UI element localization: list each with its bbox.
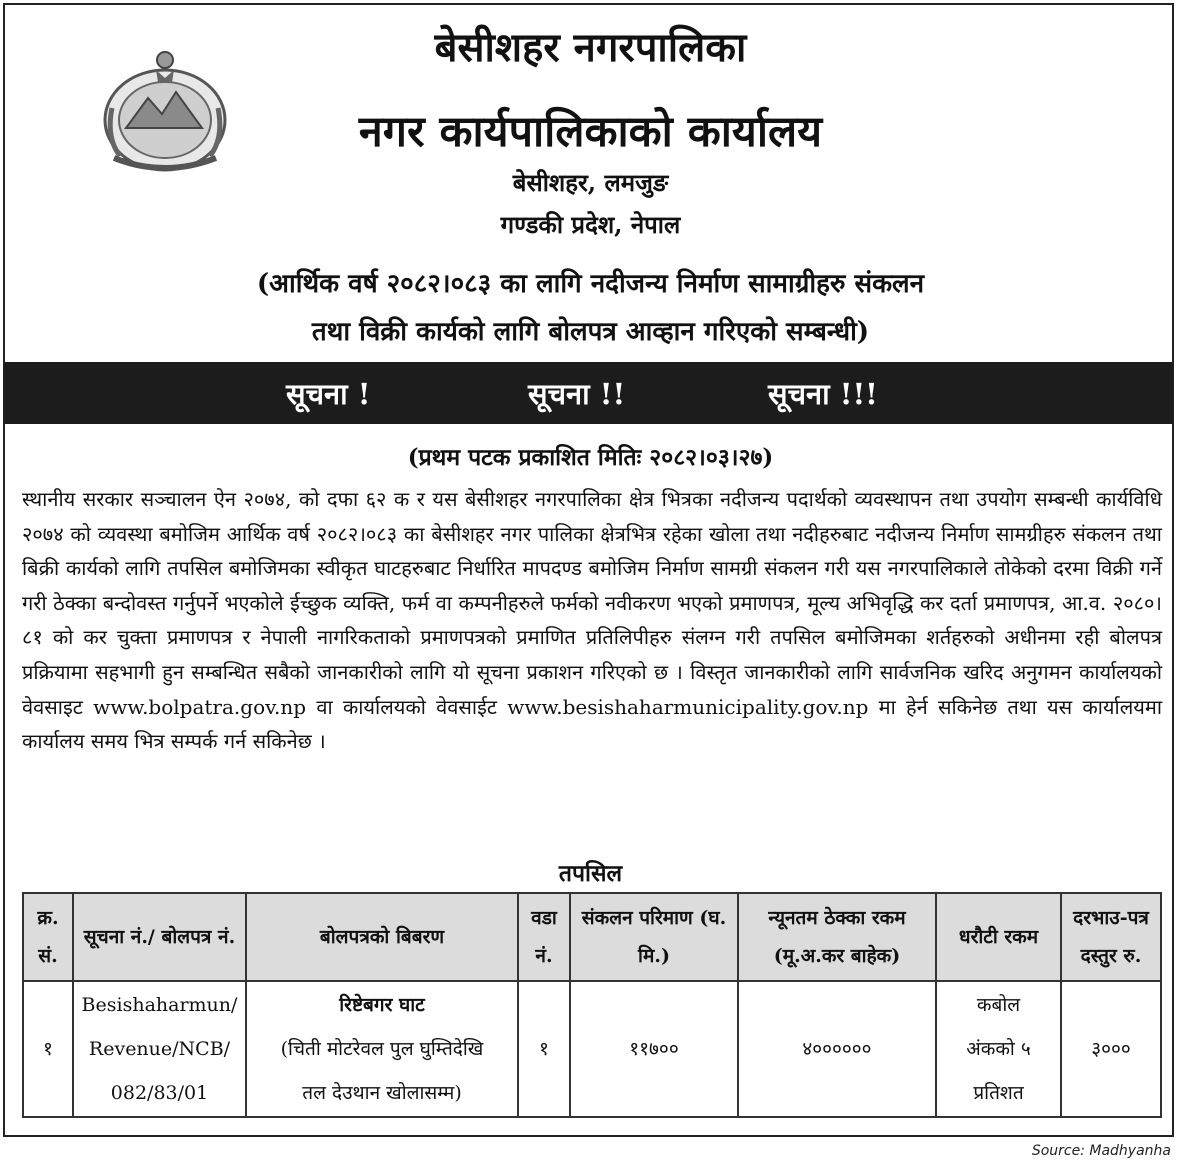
header-description: बोलपत्रको बिबरण [246, 893, 518, 981]
published-date: (प्रथम पटक प्रकाशित मितिः २०८२।०३।२७) [407, 444, 774, 471]
notice-no-line-2: Revenue/NCB/ [88, 1038, 231, 1060]
header-deposit: धरौटी रकम [936, 893, 1061, 981]
header-fee: दरभाउ-पत्र दस्तुर रु. [1061, 893, 1161, 981]
source-credit: Source: Madhyanha [1031, 1143, 1171, 1159]
cell-sn: १ [23, 981, 73, 1117]
notice-label-2: सूचना !! [528, 377, 626, 411]
office-name: नगर कार्यपालिकाको कार्यालय [358, 107, 823, 157]
deposit-line-2: अंकको ५ [966, 1038, 1031, 1060]
cell-quantity: ११७०० [570, 981, 738, 1117]
cell-notice-no [73, 981, 246, 1117]
subject-line-1: (आर्थिक वर्ष २०८२।०८३ का लागि नदीजन्य निर्माण सामाग्रीहरु संकलन [256, 269, 925, 299]
municipality-name: बेसीशहर नगरपालिका [434, 24, 747, 71]
notice-no-line-1: Besishaharmun/ [81, 994, 238, 1016]
province-name: गण्डकी प्रदेश, नेपाल [500, 210, 681, 239]
cell-description [246, 981, 518, 1117]
cell-fee: ३००० [1061, 981, 1161, 1117]
table-header-row [23, 893, 1161, 981]
table-row [23, 981, 1161, 1117]
subject-line-2: तथा विक्री कार्यको लागि बोलपत्र आव्हान गरिएको सम्बन्धी) [311, 317, 870, 347]
cell-ward: १ [518, 981, 570, 1117]
office-location: बेसीशहर, लमजुङ [512, 168, 669, 197]
header-quantity: संकलन परिमाण (घ. मि.) [570, 893, 738, 981]
description-title: रिष्टेबगर घाट [339, 994, 425, 1016]
deposit-line-1: कबोल [976, 994, 1021, 1016]
cell-deposit [936, 981, 1061, 1117]
tender-table [22, 892, 1162, 1118]
notice-label-3: सूचना !!! [768, 377, 878, 411]
deposit-line-3: प्रतिशत [973, 1082, 1024, 1104]
header-notice-no: सूचना नं./ बोलपत्र नं. [73, 893, 246, 981]
notice-label-1: सूचना ! [286, 377, 371, 411]
header-min-amount: न्यूनतम ठेक्का रकम (मू.अ.कर बाहेक) [738, 893, 936, 981]
header-sn: क्र. सं. [23, 893, 73, 981]
header-ward: वडा नं. [518, 893, 570, 981]
notice-body-text: स्थानीय सरकार सञ्चालन ऐन २०७४, को दफा ६२ क र यस बेसीशहर नगरपालिका क्षेत्र भित्रका नदीजन्य पदार्थको व्यवस्थापन तथा उपयोग सम्बन्धी कार्यविधि २०७४ को व्यवस्था बमोजिम आर्थिक वर्ष २०८२।०८३ का बेसीशहर नगर पालिका क्षेत्रभित्र रहेका खोला तथा नदीहरुबाट नदीजन्य निर्माण सामग्रीहरु संकलन तथा बिक्री कार्यको लागि तपसिल बमोजिमका स्वीकृत घाटहरुबाट निर्धारित मापदण्ड बमोजिम निर्माण सामग्री संकलन गरी यस नगरपालिकाले तोकेको दरमा विक्री गर्ने गरी ठेक्का बन्दोवस्त गर्नुपर्ने भएकोले ईच्छुक व्यक्ति, फर्म वा कम्पनीहरुले फर्मको नवीकरण भएको प्रमाणपत्र, मूल्य अभिवृद्धि कर दर्ता प्रमाणपत्र, आ.व. २०८०।८१ को कर चुक्ता प्रमाणपत्र र नेपाली नागरिकताको प्रमाणपत्रको प्रमाणित प्रतिलिपीहरु संलग्न गरी तपसिल बमोजिमका शर्तहरुको अधीनमा रही बोलपत्र प्रक्रियामा सहभागी हुन सम्बन्धित सबैको जानकारीको लागि यो सूचना प्रकाशन गरिएको छ । विस्तृत जानकारीको लागि सार्वजनिक खरिद अनुगमन कार्यालयको वेवसाइट www.bolpatra.gov.np वा कार्यालयको वेवसाईट www.besishaharmunicipality.gov.np मा हेर्न सकिनेछ तथा यस कार्यालयमा कार्यालय समय भित्र सम्पर्क गर्न सकिनेछ । [22, 487, 1162, 754]
description-line-2: (चिती मोटरेवल पुल घुम्तिदेखि [280, 1038, 484, 1060]
description-line-3: तल देउथान खोलासम्म) [302, 1082, 462, 1104]
notice-band [4, 362, 1173, 424]
notice-no-line-3: 082/83/01 [110, 1082, 209, 1104]
cell-min-amount: ४०००००० [738, 981, 936, 1117]
table-title: तपसिल [558, 860, 623, 887]
